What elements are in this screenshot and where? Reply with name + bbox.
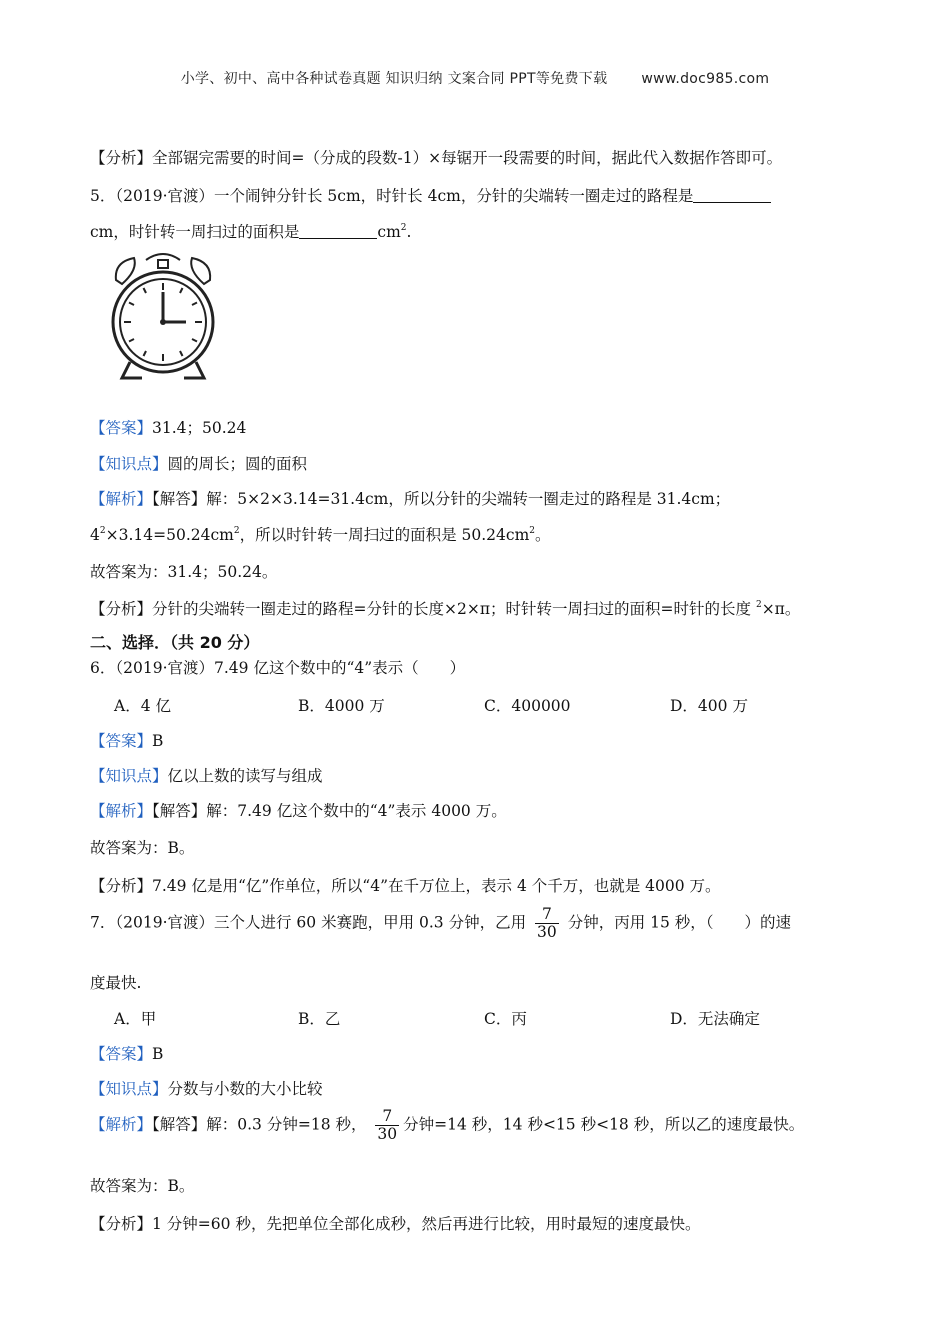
q7-answer: 【答案】B bbox=[90, 1045, 164, 1063]
knowledge-tag: 【知识点】 bbox=[90, 1080, 168, 1098]
section-title: 二、选择．（共 20 分） bbox=[90, 633, 260, 652]
analysis-tag: 【分析】 bbox=[90, 149, 153, 167]
q6-knowledge: 【知识点】亿以上数的读写与组成 bbox=[90, 767, 323, 785]
q6-option-a[interactable]: A．4 亿 bbox=[114, 697, 171, 715]
answer-tag: 【答案】 bbox=[90, 1045, 153, 1063]
answer-tag: 【答案】 bbox=[90, 419, 153, 437]
q7-analysis: 【分析】1 分钟=60 秒，先把单位全部化成秒，然后再进行比较，用时最短的速度最快。 bbox=[90, 1215, 701, 1233]
q6-analysis: 【分析】7.49 亿是用“亿”作单位，所以“4”在千万位上，表示 4 个千万，也就是 4000 万。 bbox=[90, 877, 721, 895]
q6-option-c[interactable]: C．400000 bbox=[484, 697, 571, 715]
q6-answer: 【答案】B bbox=[90, 732, 164, 750]
q5-answer: 【答案】31.4；50.24 bbox=[90, 419, 247, 437]
header-url[interactable]: www.doc985.com bbox=[641, 71, 770, 87]
q5-stem-continued: cm，时针转一周扫过的面积是 $cm^2$. bbox=[90, 223, 412, 241]
q6-conclusion: 故答案为：B。 bbox=[90, 839, 195, 857]
q5-solution-line2: $4^2\times 3.14=50.24cm^2$，所以时针转一周扫过的面积是 $50.24cm^2$。 bbox=[90, 526, 551, 544]
page-header bbox=[0, 68, 950, 88]
knowledge-tag: 【知识点】 bbox=[90, 767, 168, 785]
q6-option-b[interactable]: B．4000 万 bbox=[298, 697, 385, 715]
q5-knowledge: 【知识点】圆的周长；圆的面积 bbox=[90, 455, 308, 473]
knowledge-tag: 【知识点】 bbox=[90, 455, 168, 473]
q5-solution: 【解析】【解答】解：5×2×3.14=31.4cm，所以分针的尖端转一圈走过的路程是 31.4cm； bbox=[90, 490, 731, 508]
jiexi-tag: 【解析】 bbox=[90, 490, 153, 508]
q7-knowledge: 【知识点】分数与小数的大小比较 bbox=[90, 1080, 323, 1098]
q6-solution: 【解析】【解答】解：7.49 亿这个数中的“4”表示 4000 万。 bbox=[90, 802, 507, 820]
q7-conclusion: 故答案为：B。 bbox=[90, 1177, 195, 1195]
q5-analysis: 【分析】分针的尖端转一圈走过的路程=分针的长度×2×π；时针转一周扫过的面积=时针的长度 $^2$×π。 bbox=[90, 600, 801, 618]
q5-stem: 5．（2019·官渡）一个闹钟分针长 5cm，时针长 4cm，分针的尖端转一圈走过的路程是 bbox=[90, 184, 771, 206]
answer-blank[interactable] bbox=[693, 188, 771, 203]
q7-stem: 7．（2019·官渡）三个人进行 60 米赛跑，甲用 0.3 分钟，乙用 $\frac{7}{30}$ 分钟，丙用 15 秒，（ ）的速 bbox=[90, 905, 792, 941]
q4-analysis: 【分析】全部锯完需要的时间=（分成的段数-1）×每锯开一段需要的时间，据此代入数据作答即可。 bbox=[90, 149, 783, 167]
analysis-tag: 【分析】 bbox=[90, 600, 153, 618]
fraction: $\frac{7}{30}$ bbox=[537, 905, 557, 941]
jiexi-tag: 【解析】 bbox=[90, 1115, 153, 1134]
q7-option-c[interactable]: C．丙 bbox=[484, 1010, 527, 1028]
analysis-tag: 【分析】 bbox=[90, 877, 153, 895]
header-text: 小学、初中、高中各种试卷真题 知识归纳 文案合同 PPT等免费下载 bbox=[180, 71, 608, 87]
analysis-tag: 【分析】 bbox=[90, 1215, 153, 1233]
q6-option-d[interactable]: D．400 万 bbox=[670, 697, 748, 715]
alarm-clock-icon bbox=[108, 250, 218, 382]
q7-option-b[interactable]: B．乙 bbox=[298, 1010, 341, 1028]
q7-option-a[interactable]: A．甲 bbox=[114, 1010, 157, 1028]
answer-tag: 【答案】 bbox=[90, 732, 153, 750]
answer-blank[interactable] bbox=[299, 224, 377, 239]
q6-stem: 6．（2019·官渡）7.49 亿这个数中的“4”表示（ ） bbox=[90, 659, 466, 677]
q5-conclusion: 故答案为：31.4；50.24。 bbox=[90, 563, 278, 581]
jiexi-tag: 【解析】 bbox=[90, 802, 153, 820]
q7-solution: 【解析】【解答】解：0.3 分钟=18 秒， $\frac{7}{30}$ 分钟=14 秒，14 秒<15 秒<18 秒，所以乙的速度最快。 bbox=[90, 1107, 805, 1143]
fraction: $\frac{7}{30}$ bbox=[377, 1107, 398, 1143]
q7-option-d[interactable]: D．无法确定 bbox=[670, 1010, 760, 1028]
q7-stem-continued: 度最快. bbox=[90, 974, 142, 992]
